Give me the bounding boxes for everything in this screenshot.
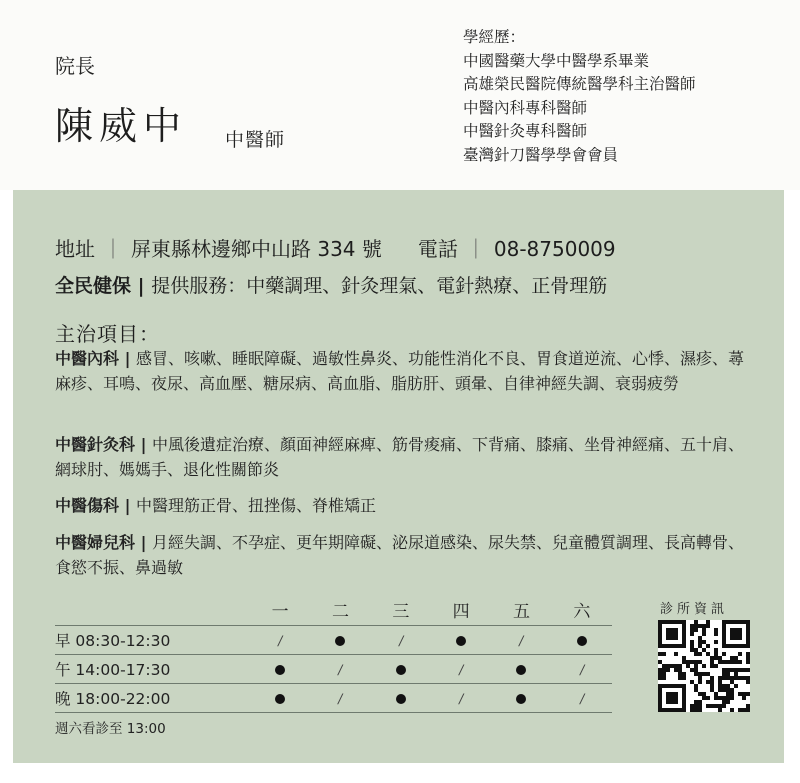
slot-cell — [250, 626, 310, 655]
closed-slash-icon: / — [336, 663, 345, 678]
slot-cell — [310, 684, 370, 713]
specialties-heading: 主治項目： — [55, 322, 160, 346]
specialty-separator: | — [119, 496, 136, 515]
closed-slash-icon: / — [457, 663, 465, 678]
hours-row — [55, 684, 612, 713]
slot-cell — [250, 655, 310, 684]
education-heading: 學經歷： — [463, 28, 526, 46]
education-item: 中國醫藥大學中醫學系畢業 — [463, 51, 650, 70]
slot-cell — [431, 684, 491, 713]
closed-slash-icon: / — [517, 634, 525, 649]
hours-row — [55, 626, 612, 655]
slot-cell — [552, 626, 612, 655]
session-label: 午 14:00-17:30 — [55, 655, 250, 684]
day-header: 五 — [491, 593, 551, 626]
open-dot-icon — [577, 636, 587, 646]
day-header: 二 — [310, 593, 370, 626]
doctor-name: 陳威中 — [55, 104, 188, 148]
day-header: 六 — [552, 593, 612, 626]
header-section — [0, 0, 800, 190]
open-dot-icon — [396, 665, 406, 675]
hours-header-row — [55, 593, 612, 626]
specialty-separator: | — [119, 349, 136, 368]
slot-cell — [371, 626, 431, 655]
address-label: 地址 — [55, 237, 95, 261]
specialty-item — [55, 531, 755, 580]
service-line — [55, 271, 607, 298]
contact-line — [55, 233, 616, 262]
open-dot-icon — [275, 694, 285, 704]
specialty-name: 中醫內科 — [55, 349, 120, 368]
closed-slash-icon: / — [457, 692, 465, 707]
open-dot-icon — [275, 665, 285, 675]
open-dot-icon — [516, 694, 526, 704]
specialty-name: 中醫針灸科 — [55, 435, 136, 454]
specialty-separator: | — [135, 435, 152, 454]
slot-cell — [431, 655, 491, 684]
slot-cell — [491, 684, 551, 713]
slot-cell — [310, 626, 370, 655]
closed-slash-icon: / — [276, 634, 284, 649]
specialty-item — [55, 494, 755, 519]
open-dot-icon — [335, 636, 345, 646]
education-item: 高雄榮民醫院傳統醫學科主治醫師 — [463, 75, 696, 93]
doctor-role: 院長 — [55, 54, 95, 78]
specialty-item — [55, 347, 755, 396]
open-dot-icon — [456, 636, 466, 646]
specialty-name: 中醫婦兒科 — [55, 533, 136, 552]
education-list — [463, 26, 696, 167]
slot-cell — [491, 626, 551, 655]
slot-cell — [552, 684, 612, 713]
specialty-text: 中醫理筋正骨、扭挫傷、脊椎矯正 — [136, 496, 377, 515]
specialty-name: 中醫傷科 — [55, 496, 120, 515]
day-header: 四 — [431, 593, 491, 626]
service-text: 提供服務：中藥調理、針灸理氣、電針熱療、正骨理筋 — [151, 275, 608, 297]
phone-value[interactable]: 08-8750009 — [493, 237, 616, 261]
qr-label: 診所資訊 — [660, 602, 729, 617]
slot-cell — [310, 655, 370, 684]
closed-slash-icon: / — [578, 663, 586, 678]
day-header: 三 — [371, 593, 431, 626]
education-item: 中醫內科專科醫師 — [463, 98, 588, 117]
education-item: 中醫針灸專科醫師 — [463, 122, 588, 140]
slot-cell — [431, 626, 491, 655]
education-item: 臺灣針刀醫學學會會員 — [463, 145, 619, 164]
slot-cell — [250, 684, 310, 713]
specialty-separator: | — [135, 533, 152, 552]
slot-cell — [371, 655, 431, 684]
service-label: 全民健保 — [55, 275, 132, 297]
clinic-hours-table — [55, 593, 612, 713]
open-dot-icon — [396, 694, 406, 704]
open-dot-icon — [516, 665, 526, 675]
specialty-text: 中風後遺症治療、顏面神經麻痺、筋骨痠痛、下背痛、膝痛、坐骨神經痛、五十肩、網球肘、媽媽手、退化性關節炎 — [55, 435, 745, 479]
slot-cell — [371, 684, 431, 713]
day-header: 一 — [250, 593, 310, 626]
hours-corner — [55, 593, 250, 626]
closed-slash-icon: / — [397, 634, 405, 649]
service-separator: | — [131, 275, 152, 297]
address-value: 屏東縣林邊鄉中山路 334 號 — [131, 237, 382, 261]
specialty-item — [55, 433, 755, 482]
qr-code-graphic — [658, 620, 750, 712]
session-label: 晚 18:00-22:00 — [55, 684, 250, 713]
phone-separator: ｜ — [465, 237, 486, 261]
closed-slash-icon: / — [336, 692, 345, 707]
saturday-note: 週六看診至 13:00 — [55, 721, 166, 737]
closed-slash-icon: / — [578, 692, 586, 707]
phone-label: 電話 — [417, 237, 458, 261]
specialty-text: 月經失調、不孕症、更年期障礙、泌尿道感染、尿失禁、兒童體質調理、長高轉骨、食慾不振、鼻過敏 — [55, 533, 745, 577]
qr-code-icon[interactable] — [658, 620, 750, 712]
hours-row — [55, 655, 612, 684]
session-label: 早 08:30-12:30 — [55, 626, 250, 655]
slot-cell — [552, 655, 612, 684]
slot-cell — [491, 655, 551, 684]
doctor-title: 中醫師 — [225, 129, 286, 151]
address-separator: ｜ — [103, 237, 123, 261]
specialty-text: 感冒、咳嗽、睡眠障礙、過敏性鼻炎、功能性消化不良、胃食道逆流、心悸、濕疹、蕁麻疹、耳鳴、夜尿、高血壓、糖尿病、高血脂、脂肪肝、頭暈、自律神經失調、衰弱疲勞 — [55, 349, 745, 393]
